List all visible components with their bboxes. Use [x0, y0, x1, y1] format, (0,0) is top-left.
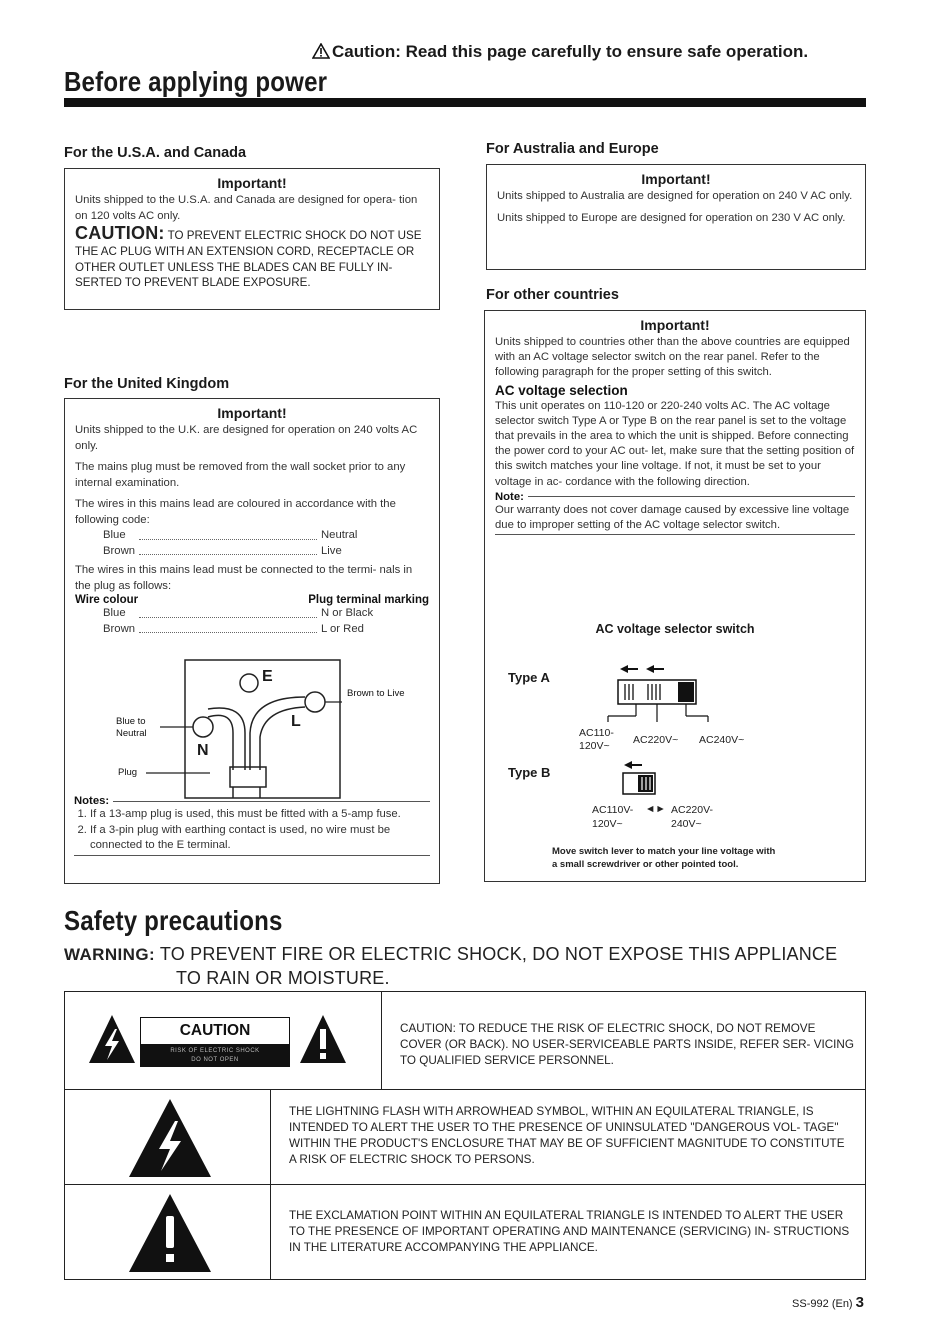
other-box-title: Important!	[640, 317, 710, 333]
type-a-label: Type A	[508, 670, 550, 685]
australia-heading: For Australia and Europe	[486, 141, 659, 157]
uk-code-table	[75, 528, 429, 559]
australia-box-title: Important!	[641, 171, 711, 187]
uk-notes-list	[74, 807, 430, 854]
uk-marking-table	[75, 606, 429, 637]
plug-label: Plug	[118, 767, 138, 778]
usa-caution	[75, 223, 429, 291]
warning-triangle-icon	[312, 43, 330, 64]
list-item: 1. If a 13-amp plug is used, this must be fitted with a 5-amp fuse.	[90, 807, 430, 823]
usa-caution-word: CAUTION:	[75, 223, 165, 243]
type-a-ac220-label: AC220V~	[633, 734, 679, 746]
usa-caution-text: TO PREVENT ELECTRIC SHOCK DO NOT USE THE AC PLUG WITH AN EXTENSION CORD, RECEPTACLE OR OTHER OUTLET UNLESS THE BLADES CAN BE FULLY IN- SERTED TO PREVENT BLADE EXPOSURE.	[75, 229, 422, 290]
type-b-switch-diagram	[620, 760, 660, 800]
uk-heading: For the United Kingdom	[64, 376, 230, 392]
other-important-box	[484, 310, 866, 882]
table-row: Blue Neutral	[103, 529, 358, 541]
uk-p2: The mains plug must be removed from the wall socket prior to any internal examination.	[75, 461, 406, 489]
lightning-flash-icon	[127, 1097, 213, 1179]
usa-text: Units shipped to the U.S.A. and Canada are designed for opera- tion on 120 volts AC only.	[75, 194, 418, 222]
uk-p1: Units shipped to the U.K. are designed for operation on 240 volts AC only.	[75, 424, 418, 452]
notes-label: Notes:	[74, 795, 110, 807]
uk-p3: The wires in this mains lead are coloured in accordance with the following code:	[75, 498, 396, 526]
usa-heading: For the U.S.A. and Canada	[64, 145, 247, 161]
caution-label	[140, 1017, 290, 1067]
type-b-ac110-label: AC110V- 120V~	[592, 804, 634, 830]
exclamation-point-icon	[127, 1192, 213, 1274]
row3-exclamation-text: THE EXCLAMATION POINT WITHIN AN EQUILATERAL TRIANGLE IS INTENDED TO ALERT THE USER TO THE PRESENCE OF IMPORTANT OPERATING AND MAINTENANCE (SERVICING) IN- STRUCTIONS IN THE LITERATURE ACCOMPANYING THE APPLIANCE.	[289, 1209, 850, 1254]
page-number: 3	[855, 1294, 864, 1311]
note-label: Note:	[495, 490, 524, 503]
uk-box-title: Important!	[217, 405, 287, 421]
page-title: Before applying power	[64, 66, 328, 97]
switch-title: AC voltage selector switch	[595, 622, 755, 636]
blue-to-neutral-label: Blue to Neutral	[116, 716, 147, 739]
table-row: Brown Live	[103, 544, 342, 557]
caution-label-title: CAUTION	[179, 1022, 251, 1039]
footer-lang: (En)	[831, 1298, 853, 1310]
warning-line2: TO RAIN OR MOISTURE.	[176, 968, 390, 988]
uk-p4: The wires in this mains lead must be connected to the termi- nals in the plug as follows:	[75, 564, 413, 592]
other-p2: This unit operates on 110-120 or 220-240 volts AC. The AC voltage selector switch Type A or Type B on the rear panel is set to the voltage that prevails in the area to which the unit is shipped. Before connecting the power cord to your AC out- let, make sure that the setting position of this switch matches your line voltage. If not, it must be set to your voltage in ac- cordance with the following direction.	[495, 399, 855, 488]
caution-banner	[312, 42, 808, 64]
usa-box-title: Important!	[217, 175, 287, 191]
other-heading: For other countries	[486, 287, 619, 303]
warning-word: WARNING:	[64, 945, 156, 964]
table-row: Brown L or Red	[103, 622, 364, 635]
table-row: Blue N or Black	[103, 607, 374, 619]
caution-banner-text: Caution: Read this page carefully to ensure safe operation.	[332, 42, 809, 61]
list-item: 2. If a 3-pin plug with earthing contact is used, no wire must be connected to the E terminal.	[90, 823, 430, 854]
lightning-triangle-icon	[87, 1013, 137, 1065]
ac-voltage-selection-heading: AC voltage selection	[495, 382, 628, 398]
caution-label-sub2: DO NOT OPEN	[191, 1057, 239, 1063]
terminal-e-label: E	[262, 668, 273, 685]
exclamation-triangle-icon	[298, 1013, 348, 1065]
warranty-note: Our warranty does not cover damage caused by excessive line voltage due to improper setting of the AC voltage selector switch.	[495, 503, 850, 532]
type-b-label: Type B	[508, 765, 551, 780]
type-b-ac220-label: AC220V- 240V~	[671, 804, 714, 830]
uk-notes	[74, 795, 430, 856]
australia-p1: Units shipped to Australia are designed for operation on 240 V AC only.	[497, 190, 853, 202]
australia-important-box	[486, 164, 866, 270]
type-a-ac240-label: AC240V~	[699, 734, 745, 746]
title-rule	[64, 98, 866, 107]
brown-to-live-label: Brown to Live	[347, 688, 405, 699]
other-p1: Units shipped to countries other than the above countries are equipped with an AC voltage selector switch on the rear panel. Refer to the following paragraph for the proper setting of this switch.	[495, 336, 850, 379]
usa-important-box	[64, 168, 440, 310]
terminal-n-label: N	[197, 742, 209, 759]
type-a-ac110-label: AC110- 120V~	[579, 727, 614, 752]
type-a-switch-diagram	[598, 660, 718, 722]
row1-caution-text: CAUTION: TO REDUCE THE RISK OF ELECTRIC SHOCK, DO NOT REMOVE COVER (OR BACK). NO USER-SERVICEABLE PARTS INSIDE, REFER SER- VICING TO QUALIFIED SERVICE PERSONNEL.	[400, 1022, 854, 1067]
terminal-l-label: L	[291, 713, 301, 730]
type-b-arrow: ◄►	[645, 803, 666, 815]
row2-lightning-text: THE LIGHTNING FLASH WITH ARROWHEAD SYMBOL, WITHIN AN EQUILATERAL TRIANGLE, IS INTENDED TO ALERT THE USER TO THE PRESENCE OF UNINSULATED "DANGEROUS VOL- TAGE" WITHIN THE PRODUCT'S ENCLOSURE THAT MAY BE OF SUFFICIENT MAGNITUDE TO CONSTITUTE A RISK OF ELECTRIC SHOCK TO PERSONS.	[289, 1105, 845, 1166]
switch-caption: Move switch lever to match your line voltage with a small screwdriver or other pointed tool.	[552, 846, 776, 870]
caution-label-sub1: RISK OF ELECTRIC SHOCK	[170, 1048, 260, 1054]
page-footer	[792, 1294, 864, 1311]
safety-title: Safety precautions	[64, 905, 283, 936]
uk-marking-header: Wire colour Plug terminal marking	[75, 594, 429, 606]
footer-model: SS-992	[792, 1298, 829, 1310]
warning-line1: WARNING: TO PREVENT FIRE OR ELECTRIC SHOCK, DO NOT EXPOSE THIS APPLIANCE	[64, 944, 838, 964]
europe-p2: Units shipped to Europe are designed for operation on 230 V AC only.	[497, 211, 846, 224]
